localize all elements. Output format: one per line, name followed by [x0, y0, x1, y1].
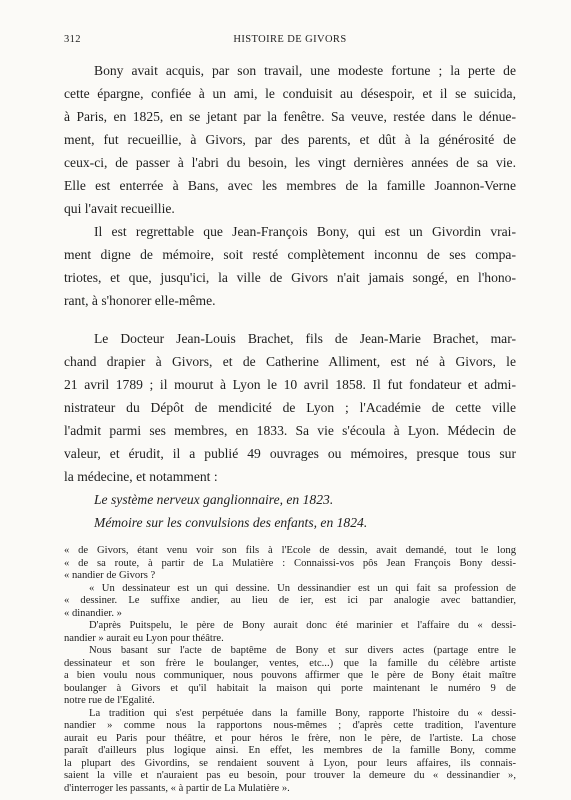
body-line: Bony avait acquis, par son travail, une modeste fortune ; la perte de: [94, 63, 516, 78]
body-line: Elle est enterrée à Bans, avec les membres de la famille Joannon-Verne: [64, 178, 516, 193]
footnote-line: Nous basant sur l'acte de baptême de Bony et sur divers actes (partage entre le: [89, 645, 516, 656]
footnote-line: boulanger à Givors et qu'il habitait la maison qui porte maintenant le numéro 9 de: [64, 682, 516, 694]
footnote-line: nandier » aurait eu Lyon pour théâtre.: [64, 632, 224, 644]
footnote-line: D'après Puitspelu, le père de Bony aurait donc été marinier et l'affaire du « dessi-: [89, 620, 516, 631]
body-line: ceux-ci, de passer à l'abri du besoin, les vingt dernières années de sa vie.: [64, 155, 516, 170]
footnote-line: « de Givors, étant venu voir son fils à l'Ecole de dessin, avait demandé, tout le long: [64, 545, 516, 556]
footnote-line: « nandier de Givors ?: [64, 570, 156, 581]
body-line: la médecine, et notamment :: [64, 469, 218, 484]
body-line: Le système nerveux ganglionnaire, en 1823.: [94, 492, 334, 507]
footnote-line: « dessiner. Le suffixe andier, au lieu de ier, est ici par analogie avec battandier,: [64, 595, 516, 606]
body-line: Il est regrettable que Jean-François Bony, qui est un Givordin vrai-: [94, 224, 516, 239]
footnote-line: notre rue de l'Egalité.: [64, 695, 155, 706]
footnote-line: a bien voulu nous communiquer, nous pouvons affirmer que le père de Bony était maître: [64, 670, 516, 681]
footnote-line: nandier » comme nous la rapportons nous-mêmes ; d'après cette tradition, l'aventure: [64, 720, 516, 731]
footnote-line: La tradition qui s'est perpétuée dans la famille Bony, rapporte l'histoire du « dessi-: [89, 707, 516, 719]
body-line: cette épargne, confiée à un ami, le conduisit au désespoir, et il se suicida,: [64, 86, 516, 101]
body-line: chand drapier à Givors, et de Catherine Alliment, est né à Givors, le: [64, 354, 516, 369]
running-title: HISTOIRE DE GIVORS: [233, 34, 347, 45]
running-header: [64, 34, 516, 48]
body-line: Le Docteur Jean-Louis Brachet, fils de Jean-Marie Brachet, mar-: [94, 331, 516, 346]
body-line: ment digne de mémoire, soit resté complètement inconnu de ses compa-: [64, 247, 516, 262]
body-line: à Paris, en 1825, en se jetant par la fenêtre. Sa veuve, restée dans le dénue-: [64, 109, 516, 124]
footnote-line: aurait eu Paris pour théâtre, et pour héros le frère, non le père, de l'artiste. La chose: [64, 732, 516, 744]
body-line: l'admit parmi ses membres, en 1833. Sa vie s'écoula à Lyon. Médecin de: [64, 423, 516, 438]
footnote-line: d'interroger les passants, « à partir de La Mulatière ».: [64, 782, 290, 794]
footnote-line: « de sa route, à partir de La Mulatière : Connaissi-vos pôs Jean François Bony dessi-: [64, 557, 516, 569]
footnote-line: dessinateur et son frère le boulanger, ventes, etc...) que la famille du célèbre artiste: [64, 657, 516, 669]
footnote-line: paraît d'ailleurs plus logique ainsi. En effet, les membres de la famille Bony, comme: [64, 745, 516, 756]
body-line: nistrateur du Dépôt de mendicité de Lyon ; l'Académie de cette ville: [64, 400, 516, 415]
footnote-line: saient la ville et n'auraient pas eu besoin, pour trouver la demeure du « dessinandier »,: [64, 770, 516, 781]
body-line: triotes, et que, jusqu'ici, la ville de Givors n'ait jamais songé, en l'hono-: [64, 270, 516, 285]
body-line: 21 avril 1789 ; il mourut à Lyon le 10 avril 1858. Il fut fondateur et admi-: [64, 377, 516, 392]
body-line: Mémoire sur les convulsions des enfants, en 1824.: [94, 515, 368, 530]
body-line: ment, fut recueillie, à Givors, par des parents, et dût à la générosité de: [64, 132, 516, 147]
footnote-line: « Un dessinateur est un qui dessine. Un dessinandier est un qui fait sa profession de: [89, 582, 516, 594]
footnote-line: « dinandier. »: [64, 607, 122, 619]
page-number: 312: [64, 34, 81, 45]
footnote-line: la plupart des Givordins, se rendaient souvent à Lyon, pour leurs affaires, ils connais-: [64, 757, 516, 769]
body-line: qui l'avait recueillie.: [64, 201, 175, 216]
body-line: rant, à s'honorer elle-même.: [64, 293, 216, 308]
body-line: valeur, et érudit, il a publié 49 ouvrages ou mémoires, presque tous sur: [64, 446, 516, 461]
